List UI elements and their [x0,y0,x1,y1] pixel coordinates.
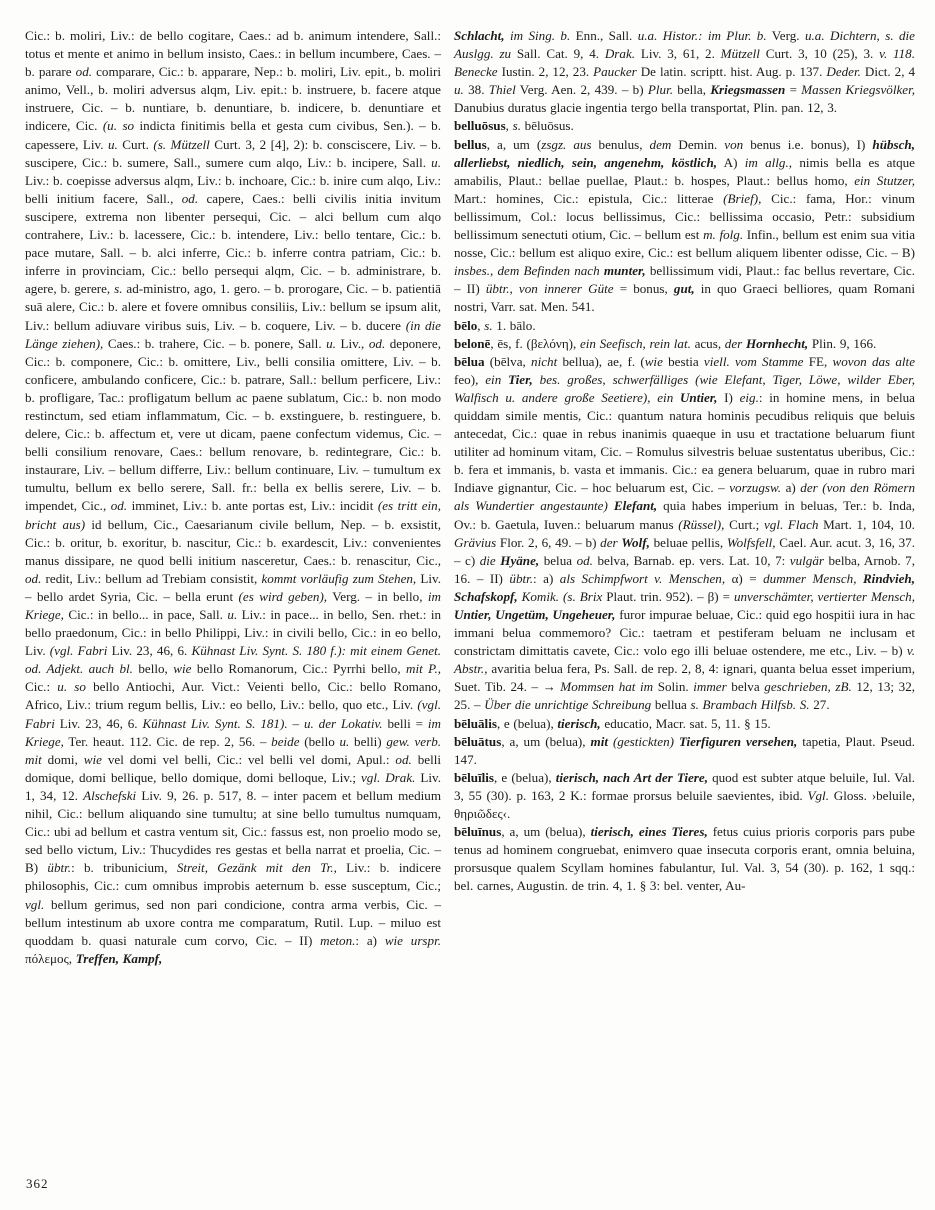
entry-belua: bēlua (bēlva, nicht bellua), ae, f. (wie bestia viell. vom Stamme FE, wovon das alte feo), ein Tier, bes. großes, schwerfälliges (wie Elefant, Tiger, Löwe, wilder Eber, Walfisch u. andere große Seetiere), ein Untier, I) eig.: in homine mens, in belua quiddam simile mentis, Cic.: quantum natura hominis pecudibus reliquis que beluis antecedat, Cic.: quae in rebus inanimis quaeque in usu et tractatione beluarum fiunt utiliter ad hominum vitam, Cic. – Romulus silvestris beluae sustentatus uberibus, Cic.: b. fera et immanis, b. vasta et immanis. Cic.: ea genera beluarum, quae in rubro mari Indiave gignantur, Cic. – hoc beluarum est, Cic. – vorzugsw. a) der (von den Römern als Wundertier angestaunte) Elefant, quia habes imperium in beluas, Ter.: b. Inda, Ov.: b. Gaetula, Iuven.: beluarum manus (Rüssel), Curt.; vgl. Flach Mart. 1, 104, 10. Grävius Flor. 2, 6, 49. – b) der Wolf, beluae pellis, Wolfsfell, Cael. Aur. acut. 3, 16, 37. – c) die Hyäne, belua od. belva, Barnab. ep. vers. Lat. 10, 7: vulgär belba, Arnob. 7, 16. – II) übtr.: a) als Schimpfwort v. Menschen, α) = dummer Mensch, Rindvieh, Schafskopf, Komik. (s. Brix Plaut. trin. 952). – β) = unverschämter, vertierter Mensch, Untier, Ungetüm, Ungeheuer, furor impurae beluae, Cic.: quid ego hospitii iura in hac immani belua commemoro? Cic.: taetram et pestiferam beluam ne inclusam et constrictam dimittatis cavete, Cic.: volo ego illi beluae ostendere, me etc., Liv. – b) v. Abstr., avaritia belua fera, Ps. Sall. de rep. 2, 8, 4: ignari, quanta belua esset imperium, Suet. Tib. 24. – → Mommsen hat im Solin. immer belva geschrieben, zB. 12, 13; 32, 25. – Über die unrichtige Schreibung bellua s. Brambach Hilfsb. S. 27. [454,353,916,713]
entry-bellus: bellus, a, um (zsgz. aus benulus, dem Demin. von benus i.e. bonus), I) hübsch, allerliebst, niedlich, sein, angenehm, köstlich, A) im allg., nimis bella es atque amabilis, Plaut.: bellae puellae, Plaut.: b. hospes, Plaut.: bellus homo, ein Stutzer, Mart.: homines, Cic.: epistula, Cic.: litterae (Brief), Cic.: fama, Hor.: vinum bellissimum, Col.: locus bellissimus, Cic.: bellissima occasio, Petr.: subsidium bellissimum senectuti otium, Cic. – bellum est m. folg. Infin., bellum est enim sua vitia nosse, Cic.: bellum est aliquo exire, Cic.: est bellum aliquem libenter odisse, Cic. – B) insbes., dem Befinden nach munter, bellissimum vidi, Plaut.: fac bellus revertare, Cic. – II) übtr., von innerer Güte = bonus, gut, in quo Graeci belliores, quam Romani nostri, Varr. sat. Men. 541. [454,136,916,315]
entry-schlacht-continuation: Schlacht, im Sing. b. Enn., Sall. u.a. Histor.: im Plur. b. Verg. u.a. Dichtern, s. die Auslgg. zu Sall. Cat. 9, 4. Drak. Liv. 3, 61, 2. Mützell Curt. 3, 10 (25), 3. v. 118. Benecke Iustin. 2, 12, 23. Paucker De latin. scriptt. hist. Aug. p. 137. Deder. Dict. 2, 4 u. 38. Thiel Verg. Aen. 2, 439. – b) Plur. bella, Kriegsmassen = Massen Kriegsvölker, Danubius duratus glacie ingentia tergo bella transportat, Plin. pan. 12, 3. [454,28,916,116]
entry-belo: bēlo, s. 1. bālo. [454,317,536,333]
entry-belone: belonē, ēs, f. (βελόνη), ein Seefisch, rein lat. acus, der Hornhecht, Plin. 9, 166. [454,335,877,351]
left-column [25,27,441,968]
page-number: 362 [26,1176,49,1191]
two-column-text-block [25,27,915,968]
entry-beluinus: bēluīnus, a, um (belua), tierisch, eines Tieres, fetus cuius prioris corporis pars pube tenus ad hominem congruebat, enimvero quae insecuta corporis erant, omnia beluina, prorsusque qualem Scyllam homines fabulantur, Iul. Val. 3, 54 (30). p. 162, 1 sqq.: bel. carnes, Augustin. de trin. 4, 1. § 3: bel. venter, Au- [454,824,915,894]
entry-beluatus: bēluātus, a, um (belua), mit (gestickten) Tierfiguren versehen, tapetia, Plaut. Pseud. 147. [454,733,915,767]
entry-bellum-continuation: Cic.: b. moliri, Liv.: de bello cogitare, Caes.: ad b. animum intendere, Sall.: totus et mente et animo in bellum insisto, Caes.: in bellum incumbere, Caes. – b. parare od. comparare, Cic.: b. apparare, Nep.: b. moliri, Liv. epit., b. moliri animo, Vell., b. moliri adversus alqm, Liv. epit.: b. instruere, b. facere atque instruere, Cic. – b. nuntiare, b. denuntiare, b. indicere, b. denuntiare et indicere, Cic. (u. so indicta finitimis bella et gesta cum civibus, Sen.). – b. capessere, Liv. u. Curt. (s. Mützell Curt. 3, 2 [4], 2): b. consciscere, Liv. – b. suscipere, Cic.: b. sumere, Sall., sumere cum alqo, Liv.: b. incipere, Sall. u. Liv.: b. coepisse adversus alqm, Liv.: b. inchoare, Cic.: b. inire cum alqo, Liv.: belli initium facere, Sall., od. capere, Caes.: belli civilis initia invitum suscipere, extrema non libenter persequi, Cic. – alci bellum cum alqo contrahere, Liv.: b. lacessere, Cic.: b. intendere, Liv.: bello tentare, Cic.: b. pace mutare, Sall. – b. alci inferre, Cic.: b. inferre contra patriam, Cic.: b. inferre in provinciam, Cic.: bello persequi alqm, Cic. – b. administrare, b. agere, b. gerere, s. ad-ministro, ago, 1. gero. – b. prorogare, Cic. – b. patientiā suā alere, Cic.: b. alere et fovere omnibus consiliis, Liv.: bellum se ipsum alit, Liv.: bellum adiuvare viribus suis, Liv. – b. coquere, Liv. – b. ducere (in die Länge ziehen), Caes.: b. trahere, Cic. – b. ponere, Sall. u. Liv., od. deponere, Cic.: b. componere, Cic.: b. omittere, Liv., belli consilia omittere, Liv. – b. conficere, ambulando conficere, Cic.: b. patrare, Sall.: bellum perficere, Liv.: b. profligare, Tac.: profligatum bellum ac paene sublatum, Cic.: b. non modo restinctum, sed etiam inflammatum, Cic. – b. exstinguere, b. restinguere, b. delere, Cic.: b. affectum et, vere ut dicam, paene confectum videmus, Cic. – belli consilium renovare, Caes.: bellum renovare, b. redintegrare, Cic.: b. instaurare, Liv. – bellum differre, Liv.: bellum continuare, Liv. – tumultum ex tumultu, bellum ex bello serere, Sall. fr.: bella ex bellis serere, Liv. – b. impendet, Cic., od. imminet, Liv.: b. ante portas est, Liv.: incidit (es tritt ein, bricht aus) id bellum, Cic., Caesarianum civile bellum, Nep. – b. exsistit, Cic.: b. oritur, b. exoritur, b. nascitur, Cic.: b. exardescit, Liv.: convenientes manus dissipare, ne quod belli initium nasceretur, Caes.: b. renascitur, Cic., od. redit, Liv.: bellum ad Trebiam consistit, kommt vorläufig zum Stehen, Liv. – bello ardet Syria, Cic. – bella erunt (es wird geben), Verg. – in bello, im Kriege, Cic.: in bello... in pace, Sall. u. Liv.: in pace... in bello, Sen. rhet.: in bello praedonum, Cic.: in bello Philippi, Liv.: in civili bello, Cic.: in eo bello, Liv. (vgl. Fabri Liv. 23, 46, 6. Kühnast Liv. Synt. S. 180 f.): mit einem Genet. od. Adjekt. auch bl. bello, wie bello Romanorum, Cic.: Pyrrhi bello, mit P., Cic.: u. so bello Antiochi, Aur. Vict.: Veienti bello, Cic.: bello Romano, Africo, Liv.: trium regum bellis, Liv.: eo bello, Liv.: bello, quo etc., Liv. (vgl. Fabri Liv. 23, 46, 6. Kühnast Liv. Synt. S. 181). – u. der Lokativ. belli = im Kriege, Ter. heaut. 112. Cic. de rep. 2, 56. – beide (bello u. belli) gew. verb. mit domi, wie vel domi vel belli, Cic.: vel belli vel domi, Apul.: od. belli domique, domi bellique, bello domique, domi belloque, Liv.; vgl. Drak. Liv. 1, 34, 12. Alschefski Liv. 9, 26. p. 517, 8. – inter pacem et bellum medium nihil, Cic.: bellum aliquando sine tumultu; at sine bello tumultus numquam, Cic.: ubi ad bellum et castra ventum sit, Cic.: fassus est, non proelio modo se, sed bello victum, Liv.: Thucydides res gestas et bella narrat et proelia, Cic. – B) übtr.: b. tribunicium, Streit, Gezänk mit den Tr., Liv.: b. indicere philosophis, Cic.: cum omnibus improbis aeternum b. esse susceptum, Cic.; vgl. bellum gerimus, sed non pari condicione, contra arma verbis, Cic. – bellum intestinum ab uxore contra me comparatum, Rutil. Lup. – miluo est quoddam b. quasi naturale cum corvo, Cic. – II) meton.: a) wie urspr. πόλεμος, Treffen, Kampf, [25,28,442,966]
entry-belualis: bēluālis, e (belua), tierisch, educatio, Macr. sat. 5, 11. § 15. [454,715,771,731]
right-column [454,27,915,968]
entry-beluilis: bēluīlis, e (belua), tierisch, nach Art der Tiere, quod est subter atque beluile, Iul. Val. 3, 55 (30). p. 163, 2 K.: formae prorsus beluile saevientes, ibid. Vgl. Gloss. ›beluile, θηριῶδες‹. [454,769,915,822]
entry-belluosus: belluōsus, s. bēluōsus. [454,118,574,134]
